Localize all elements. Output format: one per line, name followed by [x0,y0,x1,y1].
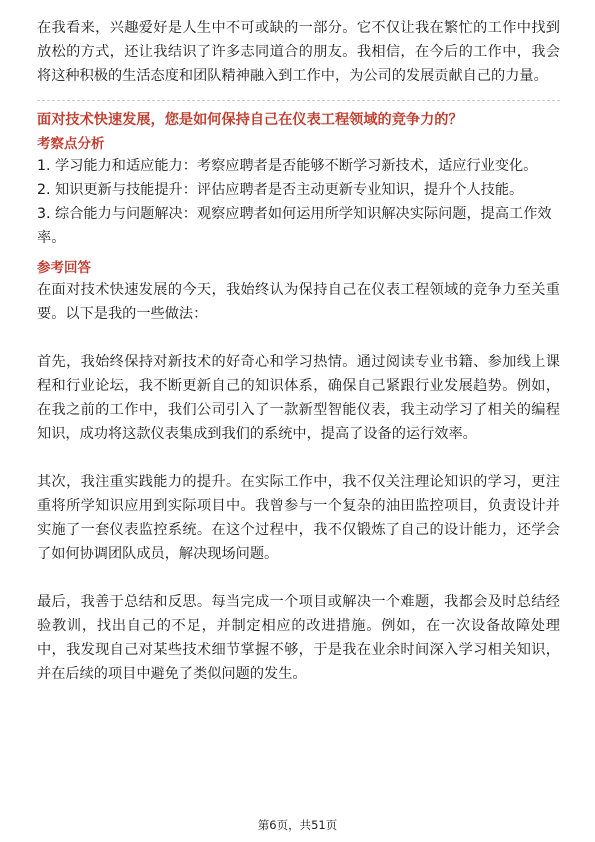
spacer [37,250,560,258]
analysis-item: 1. 学习能力和适应能力：考察应聘者是否能够不断学习新技术，适应行业变化。 [37,158,538,174]
analysis-item: 3. 综合能力与问题解决：观察应聘者如何运用所学知识解决实际问题，提高工作效率。 [37,206,552,246]
spacer [37,566,560,590]
answer-paragraph: 其次，我注重实践能力的提升。在实际工作中，我不仅关注理论知识的学习，更注重将所学知识应用到实际项目中。我曾参与一个复杂的油田监控项目，负责设计并实施了一套仪表监控系统。在这个过程中，我不仅锻炼了自己的设计能力，还学会了如何协调团队成员，解决现场问题。 [37,474,560,562]
spacer [37,446,560,470]
question-title: 面对技术快速发展，您是如何保持自己在仪表工程领域的竞争力的？ [37,112,463,128]
answer-paragraph: 最后，我善于总结和反思。每当完成一个项目或解决一个难题，我都会及时总结经验教训，找出自己的不足，并制定相应的改进措施。例如，在一次设备故障处理中，我发现自己对某些技术细节掌握不够，于是我在业余时间深入学习相关知识，并在后续的项目中避免了类似问题的发生。 [37,594,560,682]
page-number: 第6页，共51页 [257,818,338,832]
analysis-heading: 考察点分析 [37,136,105,152]
intro-paragraph: 在我看来，兴趣爱好是人生中不可或缺的一部分。它不仅让我在繁忙的工作中找到放松的方式，还让我结识了许多志同道合的朋友。我相信，在今后的工作中，我会将这种积极的生活态度和团队精神融入到工作中，为公司的发展贡献自己的力量。 [37,20,560,84]
page-content [37,16,560,686]
section-divider [37,100,560,101]
spacer [37,326,560,350]
analysis-item: 2. 知识更新与技能提升：评估应聘者是否主动更新专业知识，提升个人技能。 [37,182,524,198]
answer-heading: 参考回答 [37,260,91,276]
answer-paragraph: 首先，我始终保持对新技术的好奇心和学习热情。通过阅读专业书籍、参加线上课程和行业论坛，我不断更新自己的知识体系，确保自己紧跟行业发展趋势。例如，在我之前的工作中，我们公司引入了一款新型智能仪表，我主动学习了相关的编程知识，成功将这款仪表集成到我们的系统中，提高了设备的运行效率。 [37,354,560,442]
answer-paragraph: 在面对技术快速发展的今天，我始终认为保持自己在仪表工程领域的竞争力至关重要。以下是我的一些做法： [37,282,560,322]
